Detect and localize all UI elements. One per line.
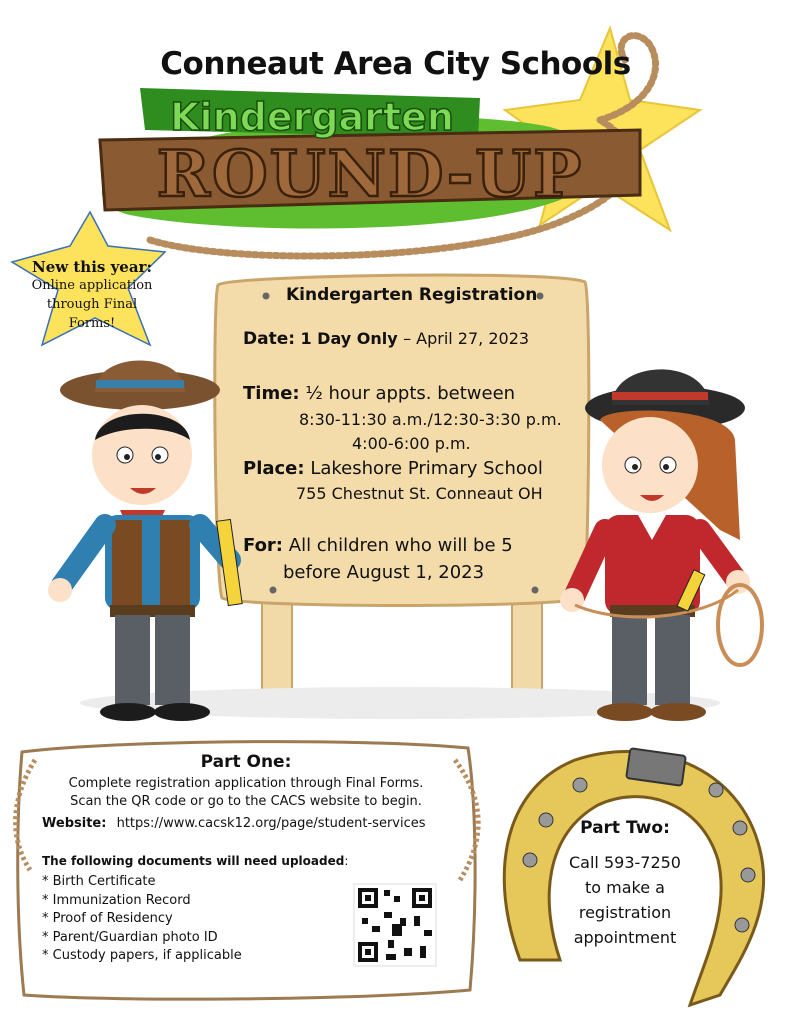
place-label: Place:: [243, 458, 305, 479]
cowboy-illustration: [48, 361, 242, 722]
part-one-section: [20, 752, 472, 809]
part-two-line-4: appointment: [573, 928, 677, 947]
website-link[interactable]: https://www.cacsk12.org/page/student-services: [116, 816, 426, 831]
part-two-line-1: Call 593-7250: [569, 853, 681, 872]
documents-heading: [42, 854, 348, 868]
for-line-1: All children who will be 5: [288, 535, 513, 556]
list-item: * Birth Certificate: [42, 874, 156, 889]
nail-tl: [263, 293, 270, 300]
badge-line-1: New this year:: [31, 258, 152, 276]
sign-place: [243, 458, 543, 479]
qr-code: [354, 884, 436, 966]
documents-list: [42, 873, 242, 966]
for-line-2: before August 1, 2023: [283, 562, 485, 583]
list-item: * Custody papers, if applicable: [42, 948, 242, 963]
part-two-section: [560, 818, 690, 950]
for-label: For:: [243, 535, 284, 556]
time-line-3: 4:00-6:00 p.m.: [352, 434, 471, 453]
part-two-line-3: registration: [578, 903, 672, 922]
nail-bl: [270, 587, 277, 594]
part-two-line-2: to make a: [585, 878, 665, 897]
sign-time: [243, 383, 515, 404]
roundup-title: ROUND-UP: [156, 137, 584, 212]
part-one-line-2: Scan the QR code or go to the CACS website to begin.: [70, 794, 422, 809]
website-label: Website:: [42, 816, 107, 831]
date-label: Date:: [243, 329, 296, 349]
sign-title: Kindergarten Registration: [286, 285, 538, 305]
kindergarten-title: Kindergarten: [170, 95, 454, 139]
website-row: [42, 816, 426, 831]
time-line-2: 8:30-11:30 a.m./12:30-3:30 p.m.: [299, 410, 562, 429]
list-item: * Parent/Guardian photo ID: [42, 929, 218, 945]
new-this-year-badge: [22, 258, 162, 333]
documents-heading-colon: :: [344, 854, 349, 868]
time-label: Time:: [243, 383, 300, 404]
nail-tr: [537, 293, 544, 300]
time-line-1: ½ hour appts. between: [305, 383, 516, 404]
part-one-line-1: Complete registration application through Final Forms.: [68, 776, 424, 791]
sign-for: [243, 535, 513, 556]
badge-line-2: Online application: [31, 278, 153, 293]
cowgirl-illustration: [560, 369, 762, 721]
list-item: * Immunization Record: [42, 892, 191, 908]
documents-heading-text: The following documents will need uploaded: [42, 854, 345, 868]
list-item: * Proof of Residency: [42, 911, 173, 926]
badge-line-3: through Final: [46, 297, 138, 312]
school-name: Conneaut Area City Schools: [160, 46, 631, 82]
sign-date: [243, 329, 529, 349]
place-line-2: 755 Chestnut St. Conneaut OH: [296, 484, 543, 503]
part-one-title: Part One:: [200, 752, 292, 772]
place-line-1: Lakeshore Primary School: [310, 458, 543, 479]
part-two-title: Part Two:: [580, 818, 670, 838]
badge-line-4: Forms!: [68, 316, 116, 331]
date-bold: 1 Day Only: [300, 329, 398, 348]
date-value: – April 27, 2023: [403, 329, 530, 348]
nail-br: [532, 587, 539, 594]
